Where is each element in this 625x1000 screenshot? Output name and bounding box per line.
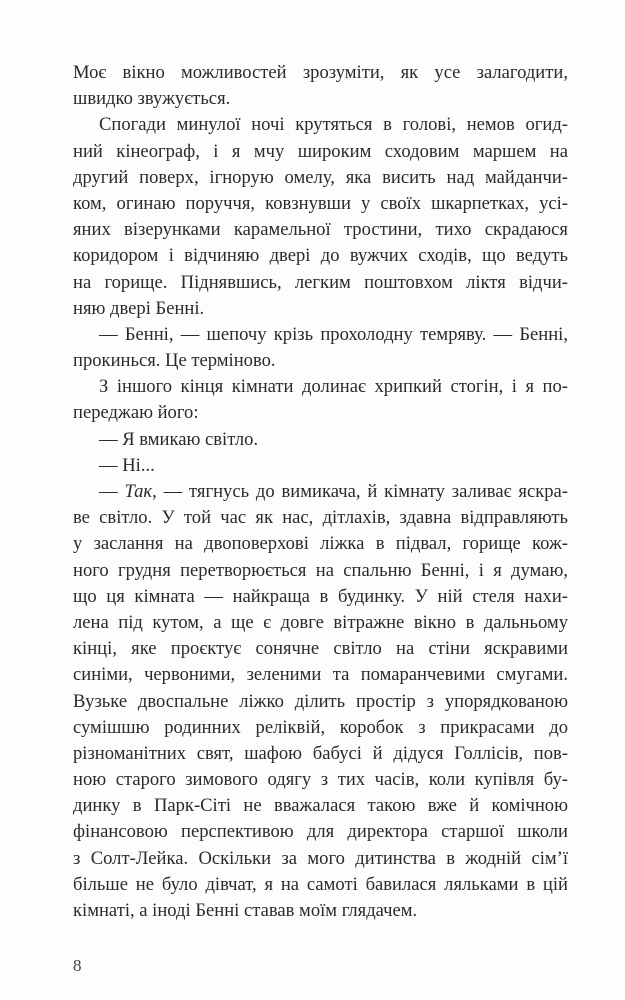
text-span: що ця кімната — найкраща в будинку. У ній стеля нахи-	[73, 585, 568, 607]
text-span: , — тягнусь до вимикача, й кімнату заливає яскра-	[152, 481, 568, 502]
text-line	[73, 505, 568, 531]
text-line	[73, 139, 568, 165]
text-line	[73, 584, 568, 610]
text-line	[73, 296, 568, 322]
text-line	[73, 479, 568, 505]
text-span: лена під кутом, а ще є довге вітражне вікно в дальньому	[73, 611, 568, 633]
text-span: прокинься. Це терміново.	[73, 350, 276, 372]
text-line	[73, 400, 568, 426]
text-span: більше не було дівчат, я на самоті бавилася ляльками в цій	[73, 873, 568, 895]
text-line	[73, 217, 568, 243]
text-span: у заслання на двоповерхові ліжка в підвал, горище кож-	[73, 533, 568, 555]
text-line	[73, 348, 568, 374]
text-span: ве світло. У той час як нас, дітлахів, здавна відправляють	[73, 507, 568, 529]
text-line	[73, 767, 568, 793]
text-span: Вузьке двоспальне ліжко ділить простір з упорядкованою	[73, 690, 568, 712]
text-span: коридором і відчиняю двері до вужчих сходів, що ведуть	[73, 245, 568, 267]
text-span: фінансовою перспективою для директора старшої школи	[73, 821, 568, 843]
text-line	[73, 112, 568, 138]
text-line	[73, 531, 568, 557]
text-line	[73, 715, 568, 741]
text-span: — Я вмикаю світло.	[99, 428, 259, 450]
text-span: динку в Парк-Сіті не вважалася такою вже й комічною	[73, 795, 568, 817]
text-line	[73, 453, 568, 479]
text-span: — Ні...	[99, 454, 155, 476]
text-span: переджаю його:	[73, 402, 199, 424]
text-span: ний кінеограф, і я мчу широким сходовим маршем на	[73, 140, 568, 162]
text-line	[73, 191, 568, 217]
text-line	[73, 689, 568, 715]
text-span: няю двері Бенні.	[73, 297, 205, 319]
text-line	[73, 662, 568, 688]
text-span: кімнаті, а іноді Бенні ставав моїм глядачем.	[73, 900, 418, 921]
text-span: другий поверх, ігнорую омелу, яка висить над майданчи-	[73, 166, 568, 188]
text-span: яних візерунками карамельної тростини, тихо скрадаюся	[73, 219, 568, 241]
text-line	[73, 741, 568, 767]
text-line	[73, 165, 568, 191]
text-span: ною старого зимового одягу з тих часів, коли купівля бу-	[73, 769, 568, 791]
text-line	[73, 636, 568, 662]
text-line	[73, 243, 568, 269]
text-line	[73, 846, 568, 872]
italic-text: Так	[124, 481, 153, 502]
text-span: — Бенні, — шепочу крізь прохолодну темряву. — Бенні,	[99, 323, 568, 345]
text-line	[73, 872, 568, 898]
text-span: різноманітних свят, шафою бабусі й дідуся Голлісів, пов-	[73, 742, 568, 764]
text-line	[73, 898, 568, 924]
text-span: сумішшю родинних реліквій, коробок з прикрасами до	[73, 716, 568, 738]
text-line	[73, 374, 568, 400]
text-span: З іншого кінця кімнати долинає хрипкий стогін, і я по-	[99, 376, 568, 398]
body-text	[73, 60, 568, 924]
text-span: синіми, червоними, зеленими та помаранчевими смугами.	[73, 664, 568, 686]
text-span: з Солт-Лейка. Оскільки за мого дитинства в жодній сім’ї	[73, 847, 568, 869]
text-line	[73, 819, 568, 845]
text-line	[73, 793, 568, 819]
text-line	[73, 558, 568, 584]
text-span: кінці, яке проєктує сонячне світло на стіни яскравими	[73, 638, 568, 660]
text-line	[73, 322, 568, 348]
text-span: швидко звужується.	[73, 88, 231, 110]
text-span: Моє вікно можливостей зрозуміти, як усе залагодити,	[73, 62, 568, 83]
text-line	[73, 86, 568, 112]
page-number: 8	[73, 956, 82, 975]
text-line	[73, 610, 568, 636]
text-span: Спогади минулої ночі крутяться в голові, немов огид-	[99, 114, 568, 136]
text-line	[73, 427, 568, 453]
text-span: ного грудня перетворюється на спальню Бенні, і я думаю,	[73, 559, 568, 581]
text-span: ком, огинаю поруччя, ковзнувши у своїх шкарпетках, усі-	[73, 192, 568, 214]
text-span: на горище. Піднявшись, легким поштовхом ліктя відчи-	[73, 271, 568, 293]
text-span: —	[99, 481, 125, 502]
text-line	[73, 60, 568, 86]
text-line	[73, 270, 568, 296]
